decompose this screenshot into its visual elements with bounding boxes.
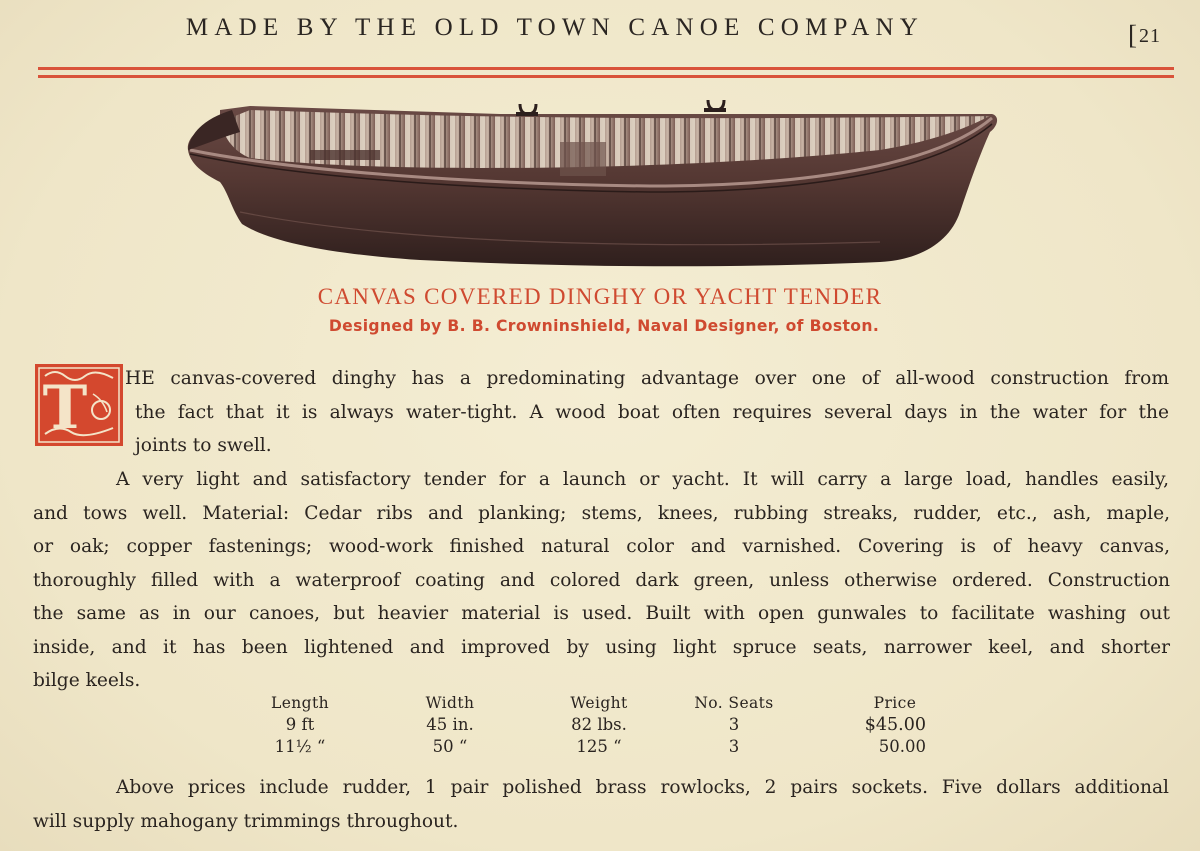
body-line: joints to swell.	[135, 435, 272, 456]
specs-cell: 125 “	[576, 737, 622, 756]
specs-column-price	[840, 694, 950, 759]
body-line: bilge keels.	[33, 670, 141, 691]
body-line: or oak; copper fastenings; wood-work finished natural color and varnished. Covering is of heavy canvas,	[33, 536, 1170, 557]
specs-header: Length	[271, 694, 329, 712]
dinghy-illustration	[180, 92, 1010, 272]
specs-cell: 50 “	[432, 737, 468, 756]
specs-cell: 3	[728, 737, 740, 756]
specs-header: Price	[873, 694, 917, 712]
page-number	[1128, 18, 1161, 49]
decorated-initial-t	[35, 364, 123, 446]
footer-line: Above prices include rudder, 1 pair polished brass rowlocks, 2 pairs sockets. Five dollars additional	[116, 777, 1169, 798]
body-line: the same as in our canoes, but heavier material is used. Built with open gunwales to facilitate washing out	[33, 603, 1170, 624]
footer-line: will supply mahogany trimmings throughout.	[33, 811, 459, 832]
specs-header: Weight	[570, 694, 628, 712]
specs-column-weight	[548, 694, 650, 759]
specs-column-seats	[680, 694, 788, 759]
boat-seat	[310, 150, 380, 160]
page-number-value: 21	[1139, 25, 1161, 47]
running-head: MADE BY THE OLD TOWN CANOE COMPANY	[185, 14, 925, 41]
header-rule-bottom	[38, 75, 1174, 78]
body-line: the fact that it is always water-tight. A wood boat often requires several days in the water for the	[135, 402, 1169, 423]
specs-header: Width	[425, 694, 475, 712]
body-line: A very light and satisfactory tender for a launch or yacht. It will carry a large load, handles easily,	[116, 469, 1169, 490]
specs-cell: 11½ “	[274, 737, 326, 756]
specs-cell: $45.00	[864, 715, 926, 735]
product-title: CANVAS COVERED DINGHY OR YACHT TENDER	[317, 284, 883, 309]
drop-cap-letter: T	[42, 373, 88, 443]
header-rule-top	[38, 67, 1174, 70]
specs-column-length	[250, 694, 350, 759]
specs-cell: 82 lbs.	[571, 715, 627, 734]
body-line: thoroughly filled with a waterproof coating and colored dark green, unless otherwise ordered. Construction	[33, 570, 1170, 591]
boat-seat	[560, 142, 606, 176]
specs-cell: 9 ft	[285, 715, 315, 734]
specs-cell: 45 in.	[426, 715, 474, 734]
body-line: HE canvas-covered dinghy has a predominating advantage over one of all-wood construction from	[125, 368, 1169, 389]
body-line: and tows well. Material: Cedar ribs and planking; stems, knees, rubbing streaks, rudder, etc., ash, maple,	[33, 503, 1170, 524]
specs-cell: 3	[728, 715, 740, 734]
designer-credit: Designed by B. B. Crowninshield, Naval Designer, of Boston.	[328, 317, 880, 335]
body-line: inside, and it has been lightened and improved by using light spruce seats, narrower keel, and shorter	[33, 637, 1170, 658]
specs-cell: 50.00	[878, 737, 926, 756]
page-number-bracket: [	[1128, 20, 1138, 50]
specs-column-width	[400, 694, 500, 759]
specs-header: No. Seats	[694, 694, 774, 712]
